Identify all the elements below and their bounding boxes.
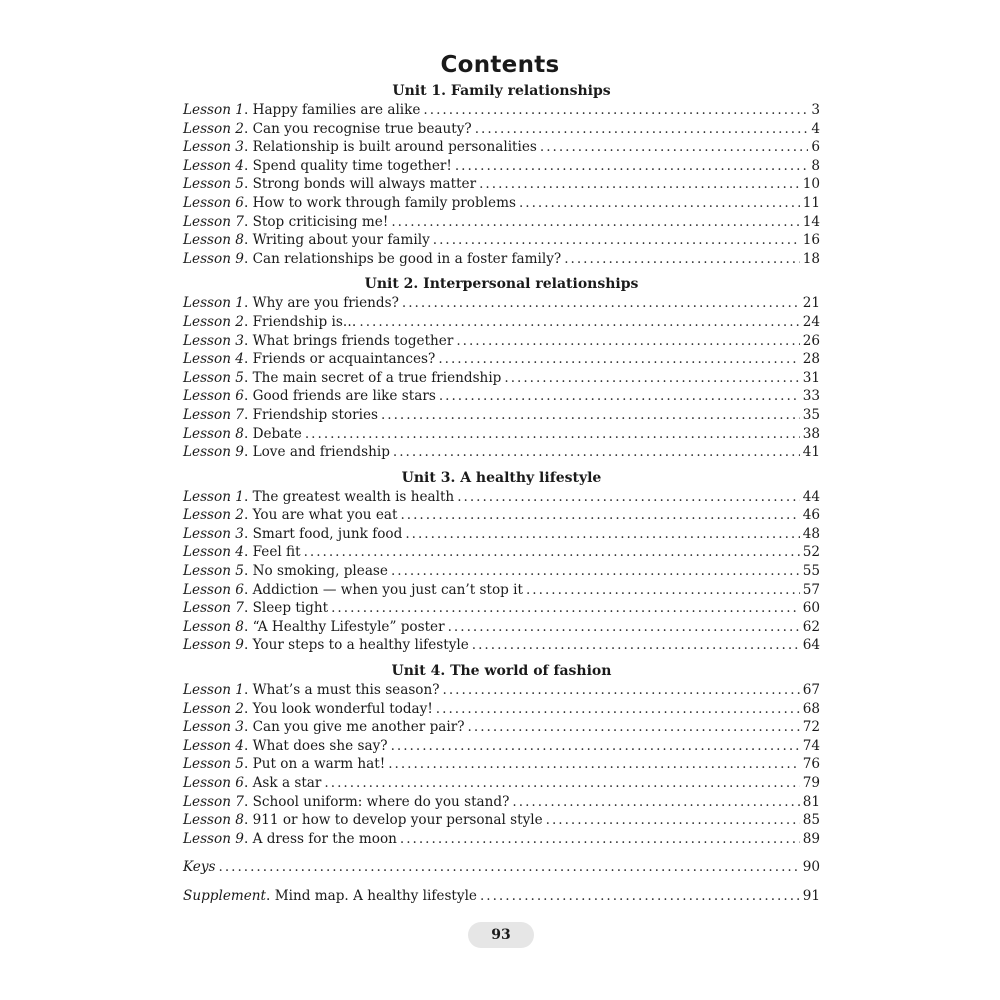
lesson-title: What brings friends together xyxy=(252,332,454,349)
leader-dots xyxy=(305,425,800,444)
lesson-label: Lesson 8 xyxy=(183,425,244,442)
lesson-entry[interactable]: Lesson 5. The main secret of a true friendship ..... 31 xyxy=(183,369,820,388)
lesson-page: 81 xyxy=(802,793,820,810)
lesson-label: Lesson 4 xyxy=(183,544,244,561)
lesson-page: 57 xyxy=(802,581,820,598)
lesson-label: Lesson 2 xyxy=(183,313,244,330)
leader-dots xyxy=(455,157,809,176)
lesson-label: Lesson 5 xyxy=(183,369,244,386)
lesson-page: 26 xyxy=(802,332,820,349)
lesson-entry[interactable]: Lesson 8. Debate ..... 38 xyxy=(183,425,820,444)
lesson-label: Lesson 8 xyxy=(183,812,244,829)
lesson-entry[interactable]: Lesson 9. Can relationships be good in a foster family? ..... 18 xyxy=(183,250,820,269)
lesson-label: Lesson 1 xyxy=(183,295,244,312)
supplement-label: Supplement xyxy=(183,888,267,905)
lesson-title: Writing about your family xyxy=(252,232,430,249)
lesson-title: Sleep tight xyxy=(252,600,329,617)
lesson-entry[interactable]: Lesson 4. Friends or acquaintances? ..... 28 xyxy=(183,350,820,369)
lesson-entry[interactable]: Lesson 5. Strong bonds will always matter ..... 10 xyxy=(183,175,820,194)
lesson-page: 41 xyxy=(802,444,820,461)
leader-dots xyxy=(456,332,799,351)
leader-dots xyxy=(457,488,800,507)
lesson-label: Lesson 3 xyxy=(183,719,244,736)
supplement-entry[interactable]: Supplement. Mind map. A healthy lifestyle ..... 91 xyxy=(183,886,820,906)
lesson-page: 48 xyxy=(802,525,820,542)
lesson-page: 72 xyxy=(802,719,820,736)
leader-dots xyxy=(472,636,800,655)
lesson-entry[interactable]: Lesson 6. How to work through family problems ..... 11 xyxy=(183,194,820,213)
keys-page: 90 xyxy=(802,859,820,876)
unit-heading: Unit 3. A healthy lifestyle xyxy=(401,469,602,486)
leader-dots xyxy=(564,250,799,269)
lesson-title: “A Healthy Lifestyle” poster xyxy=(252,618,445,635)
lesson-title: A dress for the moon xyxy=(252,830,397,847)
lesson-entry[interactable]: Lesson 7. Friendship stories ..... 35 xyxy=(183,406,820,425)
leader-dots xyxy=(504,369,799,388)
lesson-entry[interactable]: Lesson 6. Good friends are like stars ..... 33 xyxy=(183,387,820,406)
lesson-entry[interactable]: Lesson 4. What does she say? ..... 74 xyxy=(183,737,820,756)
leader-dots xyxy=(540,138,808,157)
lesson-title: Put on a warm hat! xyxy=(252,756,386,773)
lesson-label: Lesson 3 xyxy=(183,525,244,542)
lesson-page: 62 xyxy=(802,618,820,635)
lesson-page: 31 xyxy=(802,369,820,386)
lesson-label: Lesson 6 xyxy=(183,775,244,791)
leader-dots xyxy=(400,506,799,525)
lesson-entry[interactable]: Lesson 6. Addiction — when you just can’t stop it ..... 57 xyxy=(183,581,820,600)
lesson-title: Can you give me another pair? xyxy=(252,719,465,736)
lesson-title: Happy families are alike xyxy=(252,102,421,118)
units-list xyxy=(183,82,820,848)
leader-dots xyxy=(438,350,799,369)
lesson-label: Lesson 9 xyxy=(183,637,244,654)
lesson-entry[interactable]: Lesson 5. No smoking, please ..... 55 xyxy=(183,562,820,581)
lesson-entry[interactable]: Lesson 1. Happy families are alike ..... 3 xyxy=(183,101,820,120)
lesson-title: 911 or how to develop your personal style xyxy=(252,812,543,829)
lesson-label: Lesson 3 xyxy=(183,332,244,349)
lesson-page: 46 xyxy=(802,507,820,524)
supplement-title: Mind map. A healthy lifestyle xyxy=(274,888,477,905)
lesson-title: Stop criticising me! xyxy=(252,213,389,230)
lesson-entry[interactable]: Lesson 1. The greatest wealth is health ..... 44 xyxy=(183,488,820,507)
lesson-title: Relationship is built around personalities xyxy=(252,139,537,156)
unit-heading: Unit 2. Interpersonal relationships xyxy=(364,276,639,293)
lesson-title: Love and friendship xyxy=(252,444,390,461)
lesson-entry[interactable]: Lesson 3. Relationship is built around personalities ..... 6 xyxy=(183,138,820,157)
lesson-label: Lesson 6 xyxy=(183,581,244,598)
leader-dots xyxy=(405,525,799,544)
lesson-title: Ask a star xyxy=(252,775,322,791)
lesson-entry[interactable]: Lesson 8. “A Healthy Lifestyle” poster ..... 62 xyxy=(183,618,820,637)
lesson-title: You look wonderful today! xyxy=(252,700,433,717)
lesson-label: Lesson 1 xyxy=(183,102,244,118)
lesson-entry[interactable]: Lesson 2. Friendship is… ..... 24 xyxy=(183,313,820,332)
leader-dots xyxy=(381,406,800,425)
lesson-title: What’s a must this season? xyxy=(252,682,440,699)
lesson-entry[interactable]: Lesson 6. Ask a star ..... 79 xyxy=(183,774,820,793)
leader-dots xyxy=(359,313,799,332)
leader-dots xyxy=(423,101,808,120)
lesson-entry[interactable]: Lesson 5. Put on a warm hat! ..... 76 xyxy=(183,755,820,774)
lesson-title: You are what you eat xyxy=(252,507,398,524)
lesson-entry[interactable]: Lesson 9. Your steps to a healthy lifestyle ..... 64 xyxy=(183,636,820,655)
lesson-title: The greatest wealth is health xyxy=(252,488,455,505)
lesson-page: 35 xyxy=(802,406,820,423)
lesson-label: Lesson 2 xyxy=(183,700,244,717)
lesson-title: How to work through family problems xyxy=(252,194,516,211)
lesson-label: Lesson 2 xyxy=(183,507,244,524)
lesson-title: Why are you friends? xyxy=(252,295,399,312)
lesson-page: 18 xyxy=(802,250,820,267)
leader-dots xyxy=(331,599,800,618)
lesson-entry[interactable]: Lesson 4. Feel fit ..... 52 xyxy=(183,543,820,562)
lesson-page: 6 xyxy=(811,139,820,156)
lesson-page: 11 xyxy=(802,194,820,211)
lesson-page: 44 xyxy=(802,488,820,505)
lesson-label: Lesson 2 xyxy=(183,120,244,137)
lesson-title: Friendship is… xyxy=(252,313,357,330)
lesson-page: 4 xyxy=(811,120,820,137)
lesson-label: Lesson 5 xyxy=(183,756,244,773)
lesson-label: Lesson 5 xyxy=(183,563,244,580)
leader-dots xyxy=(443,681,800,700)
table-of-contents xyxy=(183,82,820,906)
lesson-entry[interactable]: Lesson 1. Why are you friends? ..... 21 xyxy=(183,294,820,313)
lesson-page: 89 xyxy=(802,830,820,847)
leader-dots xyxy=(479,175,800,194)
lesson-entry[interactable]: Lesson 4. Spend quality time together! ..... 8 xyxy=(183,157,820,176)
lesson-page: 67 xyxy=(802,682,820,699)
lesson-page: 28 xyxy=(802,351,820,368)
leader-dots xyxy=(388,755,799,774)
lesson-title: Strong bonds will always matter xyxy=(252,176,477,193)
lesson-title: Good friends are like stars xyxy=(252,388,436,405)
page-number-badge: 93 xyxy=(468,922,534,948)
leader-dots xyxy=(546,811,800,830)
keys-entry[interactable] xyxy=(183,857,820,877)
lesson-page: 21 xyxy=(802,295,820,312)
lesson-entry[interactable]: Lesson 7. Stop criticising me! ..... 14 xyxy=(183,213,820,232)
leader-dots xyxy=(439,387,800,406)
lesson-entry[interactable]: Lesson 9. Love and friendship ..... 41 xyxy=(183,443,820,462)
lesson-label: Lesson 7 xyxy=(183,406,244,423)
lesson-title: Friendship stories xyxy=(252,406,378,423)
lesson-page: 16 xyxy=(802,232,820,249)
lesson-label: Lesson 6 xyxy=(183,194,244,211)
lesson-label: Lesson 3 xyxy=(183,139,244,156)
lesson-entry[interactable]: Lesson 2. You look wonderful today! ..... 68 xyxy=(183,700,820,719)
lesson-page: 24 xyxy=(802,313,820,330)
lesson-title: Feel fit xyxy=(252,544,301,561)
leader-dots xyxy=(433,231,800,250)
lesson-entry[interactable]: Lesson 1. What’s a must this season? ..... 67 xyxy=(183,681,820,700)
lesson-title: Spend quality time together! xyxy=(252,157,452,174)
lesson-page: 14 xyxy=(802,213,820,230)
lesson-label: Lesson 8 xyxy=(183,232,244,249)
lesson-title: No smoking, please xyxy=(252,563,388,580)
lesson-entry[interactable]: Lesson 3. Can you give me another pair? ..... 72 xyxy=(183,718,820,737)
lesson-page: 8 xyxy=(811,157,820,174)
leader-dots xyxy=(436,700,800,719)
lesson-page: 68 xyxy=(802,700,820,717)
lesson-label: Lesson 4 xyxy=(183,351,244,368)
lesson-page: 85 xyxy=(802,812,820,829)
lesson-label: Lesson 4 xyxy=(183,157,244,174)
unit-section xyxy=(183,275,820,461)
lesson-title: Addiction — when you just can’t stop it xyxy=(252,581,523,598)
lesson-label: Lesson 7 xyxy=(183,600,244,617)
lesson-label: Lesson 1 xyxy=(183,682,244,699)
lesson-page: 52 xyxy=(802,544,820,561)
lesson-label: Lesson 7 xyxy=(183,793,244,810)
lesson-label: Lesson 9 xyxy=(183,250,244,267)
lesson-entry[interactable]: Lesson 3. Smart food, junk food ..... 48 xyxy=(183,525,820,544)
lesson-label: Lesson 9 xyxy=(183,444,244,461)
leader-dots xyxy=(475,120,809,139)
leader-dots xyxy=(512,793,799,812)
lesson-label: Lesson 5 xyxy=(183,176,244,193)
leader-dots xyxy=(393,443,800,462)
unit-heading: Unit 1. Family relationships xyxy=(392,83,611,99)
leader-dots xyxy=(468,718,800,737)
lesson-entry[interactable]: Lesson 2. Can you recognise true beauty? ..... 4 xyxy=(183,120,820,139)
lesson-label: Lesson 4 xyxy=(183,737,244,754)
leader-dots xyxy=(219,857,800,877)
lesson-entry[interactable]: Lesson 7. School uniform: where do you stand? ..... 81 xyxy=(183,793,820,812)
lesson-page: 55 xyxy=(802,563,820,580)
lesson-title: School uniform: where do you stand? xyxy=(252,793,510,810)
lesson-title: Your steps to a healthy lifestyle xyxy=(252,637,469,654)
unit-heading: Unit 4. The world of fashion xyxy=(391,663,612,680)
lesson-label: Lesson 6 xyxy=(183,388,244,405)
lesson-label: Lesson 1 xyxy=(183,488,244,505)
lesson-page: 79 xyxy=(802,775,820,791)
lesson-page: 60 xyxy=(802,600,820,617)
unit-section xyxy=(183,82,820,268)
page-title: Contents xyxy=(440,52,560,78)
leader-dots xyxy=(526,581,800,600)
leader-dots xyxy=(324,774,799,793)
lesson-label: Lesson 9 xyxy=(183,830,244,847)
leader-dots xyxy=(304,543,800,562)
lesson-title: Friends or acquaintances? xyxy=(252,351,436,368)
lesson-title: The main secret of a true friendship xyxy=(252,369,502,386)
leader-dots xyxy=(391,737,800,756)
lesson-page: 74 xyxy=(802,737,820,754)
leader-dots xyxy=(519,194,800,213)
supplement-page: 91 xyxy=(802,888,820,905)
lesson-title: Debate xyxy=(252,425,302,442)
unit-section xyxy=(183,469,820,655)
leader-dots xyxy=(400,830,800,849)
lesson-title: What does she say? xyxy=(252,737,388,754)
lesson-label: Lesson 8 xyxy=(183,618,244,635)
lesson-page: 76 xyxy=(802,756,820,773)
lesson-entry[interactable]: Lesson 8. 911 or how to develop your personal style ..... 85 xyxy=(183,811,820,830)
lesson-entry[interactable]: Lesson 7. Sleep tight ..... 60 xyxy=(183,599,820,618)
lesson-page: 10 xyxy=(802,176,820,193)
lesson-entry[interactable]: Lesson 8. Writing about your family ..... 16 xyxy=(183,231,820,250)
lesson-entry[interactable]: Lesson 3. What brings friends together ..... 26 xyxy=(183,332,820,351)
lesson-entry[interactable]: Lesson 2. You are what you eat ..... 46 xyxy=(183,506,820,525)
lesson-page: 3 xyxy=(811,102,820,118)
leader-dots xyxy=(448,618,800,637)
lesson-entry[interactable]: Lesson 9. A dress for the moon ..... 89 xyxy=(183,830,820,849)
lesson-page: 38 xyxy=(802,425,820,442)
lesson-title: Smart food, junk food xyxy=(252,525,403,542)
leader-dots xyxy=(402,294,800,313)
leader-dots xyxy=(480,886,800,906)
leader-dots xyxy=(391,562,800,581)
leader-dots xyxy=(391,213,799,232)
lesson-page: 33 xyxy=(802,388,820,405)
unit-section xyxy=(183,662,820,848)
lesson-title: Can you recognise true beauty? xyxy=(252,120,472,137)
lesson-page: 64 xyxy=(802,637,820,654)
keys-label: Keys xyxy=(183,859,216,876)
lesson-title: Can relationships be good in a foster family? xyxy=(252,250,562,267)
lesson-label: Lesson 7 xyxy=(183,213,244,230)
